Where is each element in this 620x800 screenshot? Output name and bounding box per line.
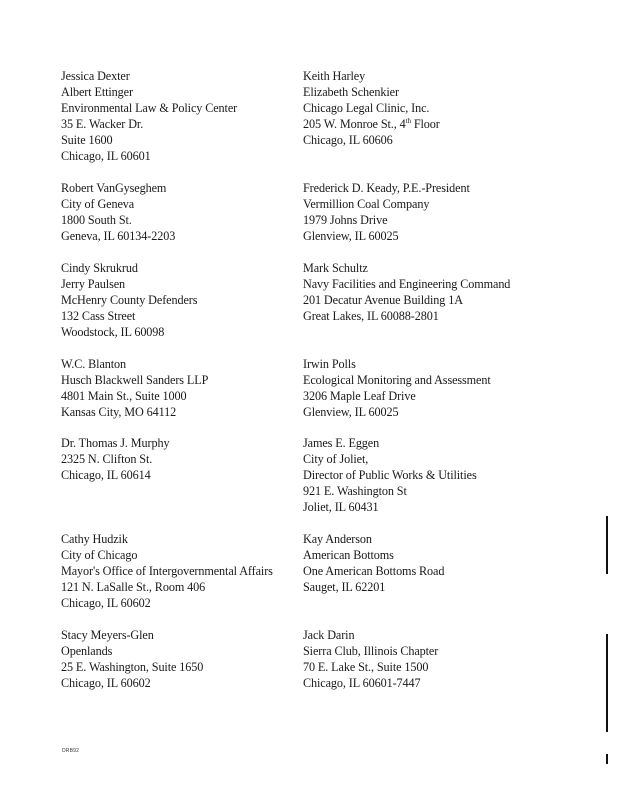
address-line: Chicago, IL 60606 [303,133,393,147]
address-line: 2325 N. Clifton St. [61,452,153,466]
address-block [303,627,438,691]
address-line: Glenview, IL 60025 [303,229,399,243]
address-line: Albert Ettinger [61,85,133,99]
address-block [303,435,477,515]
address-line: 205 W. Monroe St., 4th Floor [303,117,440,131]
address-line: Navy Facilities and Engineering Command [303,277,511,291]
address-line: Mark Schultz [303,261,368,275]
address-line: City of Joliet, [303,452,369,466]
address-line: 25 E. Washington, Suite 1650 [61,660,204,674]
address-line: Robert VanGyseghem [61,181,167,195]
address-line: Frederick D. Keady, P.E.-President [303,181,470,195]
address-line: Chicago, IL 60602 [61,676,151,690]
address-line: Chicago, IL 60602 [61,596,151,610]
address-block [303,531,444,595]
address-line: Husch Blackwell Sanders LLP [61,373,209,387]
address-line: Mayor's Office of Intergovernmental Affairs [61,564,273,578]
address-block [303,260,510,324]
address-line: 132 Cass Street [61,309,136,323]
address-line: Kay Anderson [303,532,372,546]
address-line: Jerry Paulsen [61,277,126,291]
address-line: Glenview, IL 60025 [303,405,399,419]
address-line: 35 E. Wacker Dr. [61,117,144,131]
address-line: 201 Decatur Avenue Building 1A [303,293,463,307]
margin-bar-mark [606,516,608,574]
address-line: City of Chicago [61,548,138,562]
address-block [303,68,440,148]
margin-bar-mark [606,754,608,764]
address-line: 121 N. LaSalle St., Room 406 [61,580,206,594]
address-line: Chicago, IL 60601-7447 [303,676,421,690]
address-line: Ecological Monitoring and Assessment [303,373,491,387]
address-line: American Bottoms [303,548,394,562]
address-line: Keith Harley [303,69,366,83]
address-line: Director of Public Works & Utilities [303,468,477,482]
address-block [303,180,470,244]
address-line: Suite 1600 [61,133,113,147]
address-block [61,180,175,244]
address-line: Woodstock, IL 60098 [61,325,165,339]
address-block [61,68,237,164]
address-line: 4801 Main St., Suite 1000 [61,389,187,403]
address-line: Jack Darin [303,628,355,642]
address-line: Cathy Hudzik [61,532,128,546]
address-line: Joliet, IL 60431 [303,500,379,514]
address-line: Chicago Legal Clinic, Inc. [303,101,430,115]
address-line: 70 E. Lake St., Suite 1500 [303,660,429,674]
address-line: 3206 Maple Leaf Drive [303,389,416,403]
address-line: Sauget, IL 62201 [303,580,386,594]
address-block [61,260,197,340]
address-line: Dr. Thomas J. Murphy [61,436,170,450]
address-line: One American Bottoms Road [303,564,445,578]
address-line: McHenry County Defenders [61,293,198,307]
address-line: W.C. Blanton [61,357,127,371]
address-line: Chicago, IL 60601 [61,149,151,163]
address-line: City of Geneva [61,197,135,211]
address-line: Geneva, IL 60134-2203 [61,229,176,243]
address-line: James E. Eggen [303,436,380,450]
address-block [61,356,208,420]
address-block [61,627,203,691]
address-line: Sierra Club, Illinois Chapter [303,644,439,658]
address-line: 921 E. Washington St [303,484,407,498]
address-line: Stacy Meyers-Glen [61,628,154,642]
address-line: Vermillion Coal Company [303,197,430,211]
address-block [61,435,169,483]
margin-bar-mark [606,634,608,732]
address-line: Openlands [61,644,113,658]
address-line: Cindy Skrukrud [61,261,138,275]
address-line: Elizabeth Schenkier [303,85,399,99]
address-line: Chicago, IL 60614 [61,468,151,482]
address-block [303,356,491,420]
address-line: 1979 Johns Drive [303,213,388,227]
footer-code: DRB92 [62,748,80,754]
address-line: Jessica Dexter [61,69,130,83]
address-line: Great Lakes, IL 60088-2801 [303,309,439,323]
address-block [61,531,273,611]
address-line: Environmental Law & Policy Center [61,101,238,115]
address-line: Kansas City, MO 64112 [61,405,177,419]
address-line: Irwin Polls [303,357,356,371]
ordinal-suffix: th [405,117,411,125]
address-line: 1800 South St. [61,213,132,227]
